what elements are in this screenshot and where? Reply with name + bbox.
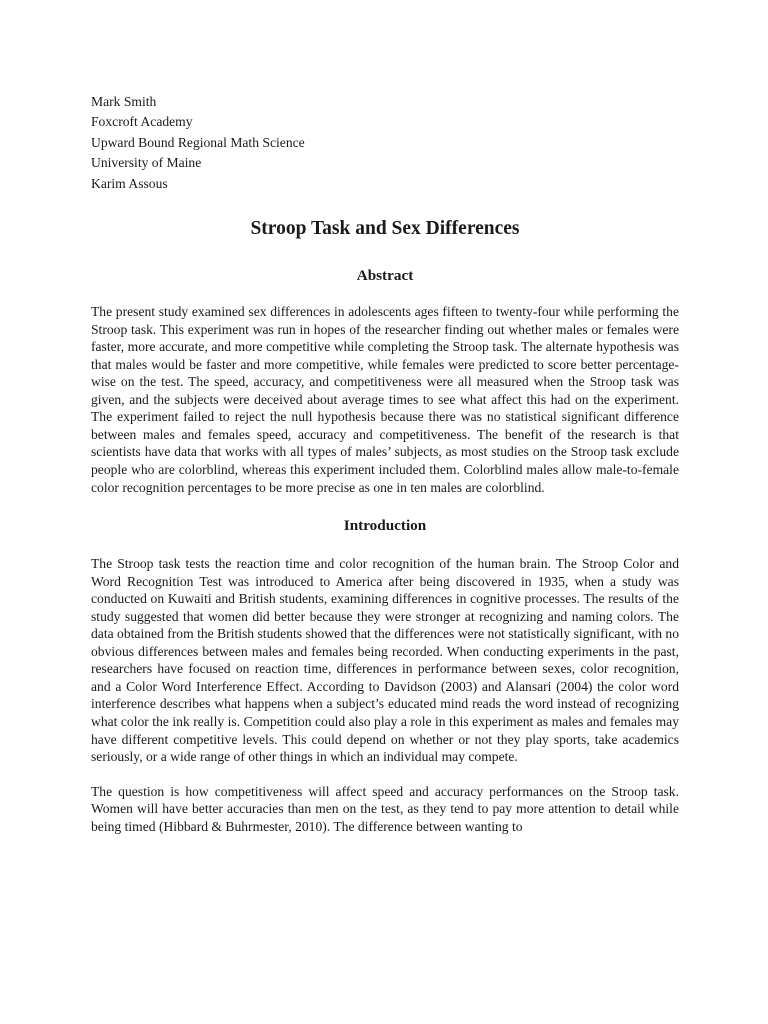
school-name: Foxcroft Academy [91, 114, 193, 130]
introduction-paragraph-2: The question is how competitiveness will affect speed and accuracy performances on the Stroop task. Women will have better accuracies than men on the test, as they tend to pay more attention to detail while being timed (Hibbard & Buhrmester, 2010). The difference between wanting to [91, 783, 679, 834]
author-name: Mark Smith [91, 94, 157, 109]
introduction-paragraph-1: The Stroop task tests the reaction time and color recognition of the human brain. The Stroop Color and Word Recognition Test was introduced to America after being discovered in 1935, when a study was conducted on Kuwaiti and British students, examining differences in cognitive processes. The results of the study suggested that women did better because they were stronger at recognizing and naming colors. The data obtained from the British students showed that the differences were not statistically significant, with no obvious differences between males and females being recorded. When conducting experiments in the past, researchers have focused on reaction time, differences in performance between sexes, color recognition, and a Color Word Interference Effect. According to Davidson (2003) and Alansari (2004) the color word interference describes what happens when a subject’s educated mind reads the word instead of recognizing what color the ink really is. Competition could also play a role in this experiment as males and females may have different competitive levels. This could depend on whether or not they play sports, take academics seriously, or a wide range of other things in which an individual may compete. [91, 556, 679, 765]
program-name: Upward Bound Regional Math Science [91, 134, 305, 150]
mentor-name: Karim Assous [91, 175, 168, 191]
introduction-heading: Introduction [343, 517, 427, 535]
university-name: University of Maine [91, 155, 202, 171]
author-header [91, 92, 679, 194]
document-title: Stroop Task and Sex Differences [250, 218, 520, 240]
abstract-paragraph: The present study examined sex differences in adolescents ages fifteen to twenty-four while performing the Stroop task. This experiment was run in hopes of the researcher finding out whether males or females were faster, more accurate, and more competitive while completing the Stroop task. The alternate hypothesis was that males would be faster and more competitive, while females were predicted to score better percentage-wise on the test. The speed, accuracy, and competitiveness were all measured when the Stroop task was given, and the subjects were deceived about average times to see what affect this had on the experiment. The experiment failed to reject the null hypothesis because there was no statistical significant difference between males and females speed, accuracy and competitiveness. The benefit of the research is that scientists have data that works with all types of males’ subjects, as most studies on the Stroop task exclude people who are colorblind, whereas this experiment included them. Colorblind males allow male-to-female color recognition percentages to be more precise as one in ten males are colorblind. [91, 304, 679, 495]
document-page [91, 92, 679, 835]
abstract-heading: Abstract [356, 267, 414, 285]
